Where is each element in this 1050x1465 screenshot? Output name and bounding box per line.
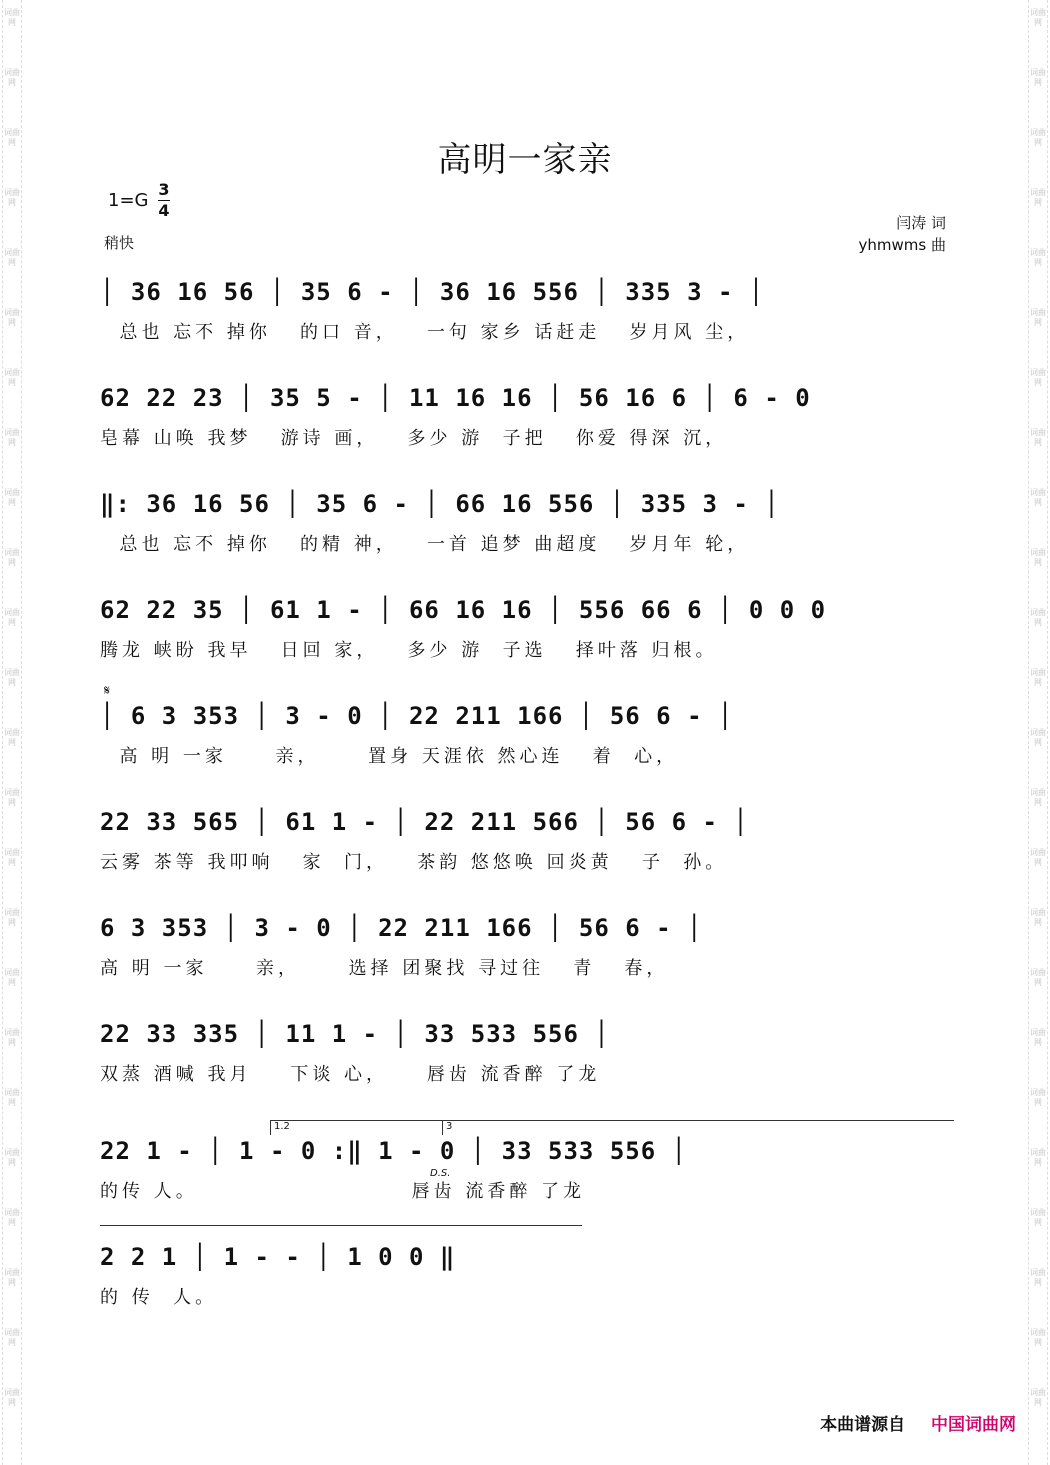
ds-mark: D.S. <box>430 1168 451 1179</box>
watermark-text: 词曲网 <box>4 1268 20 1287</box>
watermark-text: 词曲网 <box>4 248 20 267</box>
footer-site-link[interactable]: 中国词曲网 <box>931 1415 1016 1435</box>
watermark-text: 词曲网 <box>1030 1088 1046 1107</box>
volta-3: 3 <box>442 1120 954 1135</box>
notation-line: │ 36 16 56 │ 35 6 - │ 36 16 556 │ 335 3 - │ <box>100 278 765 306</box>
right-margin-watermark <box>1028 0 1048 1465</box>
lyrics-line: 总也 忘不 掉你 的精 神， 一首 追梦 曲超度 岁月年 轮， <box>100 534 750 555</box>
watermark-text: 词曲网 <box>4 608 20 627</box>
watermark-text: 词曲网 <box>4 8 20 27</box>
final-line-rule <box>100 1225 582 1226</box>
watermark-text: 词曲网 <box>1030 8 1046 27</box>
watermark-text: 词曲网 <box>4 188 20 207</box>
watermark-text: 词曲网 <box>4 908 20 927</box>
lyrics-line: 的 传 人。 <box>100 1287 218 1308</box>
watermark-text: 词曲网 <box>1030 668 1046 687</box>
watermark-text: 词曲网 <box>1030 848 1046 867</box>
watermark-text: 词曲网 <box>4 1028 20 1047</box>
watermark-text: 词曲网 <box>1030 1028 1046 1047</box>
watermark-text: 词曲网 <box>1030 188 1046 207</box>
notation-line: 6 3 353 │ 3 - 0 │ 22 211 166 │ 56 6 - │ <box>100 914 703 942</box>
watermark-text: 词曲网 <box>4 368 20 387</box>
composer-credit: yhmwms 曲 <box>858 236 946 254</box>
watermark-text: 词曲网 <box>1030 1268 1046 1287</box>
tempo-marking: 稍快 <box>104 234 135 252</box>
watermark-text: 词曲网 <box>4 548 20 567</box>
footer-source-label: 本曲谱源自 <box>820 1415 906 1435</box>
watermark-text: 词曲网 <box>1030 1148 1046 1167</box>
lyricist-credit: 闫涛 词 <box>896 214 946 232</box>
lyrics-line: 皂幕 山唤 我梦 游诗 画， 多少 游 子把 你爱 得深 沉， <box>100 428 728 449</box>
watermark-text: 词曲网 <box>1030 908 1046 927</box>
watermark-text: 词曲网 <box>4 68 20 87</box>
notation-line: ‖: 36 16 56 │ 35 6 - │ 66 16 556 │ 335 3 - │ <box>100 490 780 518</box>
notation-line: │ 6 3 353 │ 3 - 0 │ 22 211 166 │ 56 6 - │ <box>100 702 734 730</box>
notation-line: 2 2 1 │ 1 - - │ 1 0 0 ‖ <box>100 1243 456 1271</box>
watermark-text: 词曲网 <box>1030 1388 1046 1407</box>
watermark-text: 词曲网 <box>4 848 20 867</box>
watermark-text: 词曲网 <box>4 1208 20 1227</box>
lyrics-line: 总也 忘不 掉你 的口 音， 一句 家乡 话赶走 岁月风 尘， <box>100 322 750 343</box>
lyrics-line: 高 明 一家 亲， 选择 团聚找 寻过往 青 春， <box>100 958 669 979</box>
watermark-text: 词曲网 <box>4 1388 20 1407</box>
watermark-text: 词曲网 <box>1030 788 1046 807</box>
footer <box>820 1410 1016 1435</box>
notation-line: 22 1 - │ 1 - 0 :‖ 1 - 0 │ 33 533 556 │ <box>100 1137 688 1165</box>
watermark-text: 词曲网 <box>1030 1328 1046 1347</box>
time-signature <box>158 180 170 221</box>
watermark-text: 词曲网 <box>4 1328 20 1347</box>
watermark-text: 词曲网 <box>1030 68 1046 87</box>
watermark-text: 词曲网 <box>4 128 20 147</box>
left-margin-watermark <box>2 0 22 1465</box>
lyrics-line: 双蒸 酒喊 我月 下谈 心， 唇齿 流香醉 了龙 <box>100 1064 601 1085</box>
watermark-text: 词曲网 <box>4 728 20 747</box>
key-signature: 1=G <box>108 190 149 211</box>
lyrics-line: 腾龙 峡盼 我早 日回 家， 多少 游 子选 择叶落 归根。 <box>100 640 718 661</box>
time-signature-top: 3 <box>158 180 170 199</box>
watermark-text: 词曲网 <box>1030 968 1046 987</box>
watermark-text: 词曲网 <box>4 968 20 987</box>
watermark-text: 词曲网 <box>1030 248 1046 267</box>
volta-1-2: 1.2 <box>270 1120 444 1135</box>
watermark-text: 词曲网 <box>1030 368 1046 387</box>
watermark-text: 词曲网 <box>4 308 20 327</box>
watermark-text: 词曲网 <box>4 788 20 807</box>
watermark-text: 词曲网 <box>1030 728 1046 747</box>
lyrics-line: 云雾 茶等 我叩响 家 门， 茶韵 悠悠唤 回炎黄 子 孙。 <box>100 852 728 873</box>
notation-line: 22 33 565 │ 61 1 - │ 22 211 566 │ 56 6 - │ <box>100 808 749 836</box>
song-title: 高明一家亲 <box>437 140 613 180</box>
watermark-text: 词曲网 <box>4 668 20 687</box>
lyrics-line: 的传 人。 唇齿 流香醉 了龙 <box>100 1181 586 1202</box>
notation-line: 22 33 335 │ 11 1 - │ 33 533 556 │ <box>100 1020 610 1048</box>
watermark-text: 词曲网 <box>1030 1208 1046 1227</box>
watermark-text: 词曲网 <box>1030 488 1046 507</box>
notation-line: 62 22 35 │ 61 1 - │ 66 16 16 │ 556 66 6 │ 0 0 0 <box>100 596 827 624</box>
watermark-text: 词曲网 <box>4 1148 20 1167</box>
watermark-text: 词曲网 <box>4 488 20 507</box>
watermark-text: 词曲网 <box>1030 428 1046 447</box>
notation-line: 62 22 23 │ 35 5 - │ 11 16 16 │ 56 16 6 │ 6 - 0 <box>100 384 811 412</box>
watermark-text: 词曲网 <box>1030 548 1046 567</box>
watermark-text: 词曲网 <box>1030 608 1046 627</box>
watermark-text: 词曲网 <box>4 428 20 447</box>
time-signature-bottom: 4 <box>158 201 170 220</box>
watermark-text: 词曲网 <box>4 1088 20 1107</box>
watermark-text: 词曲网 <box>1030 128 1046 147</box>
segno-mark: 𝄋 <box>104 683 111 699</box>
watermark-text: 词曲网 <box>1030 308 1046 327</box>
lyrics-line: 高 明 一家 亲， 置身 天涯依 然心连 着 心， <box>100 746 679 767</box>
